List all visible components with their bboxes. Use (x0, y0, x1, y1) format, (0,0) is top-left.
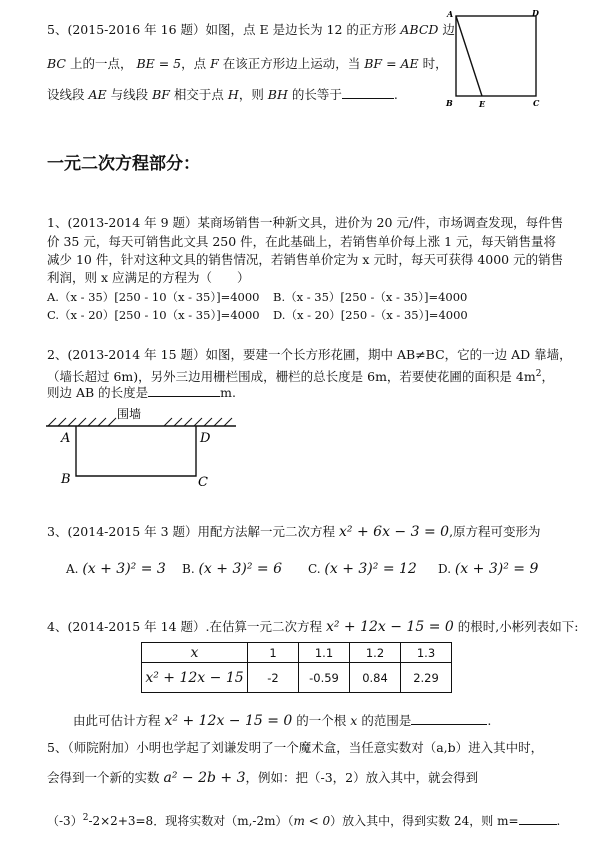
q1-option-d: D.（x - 20）[250 -（x - 35）]=4000 (273, 308, 468, 322)
q2-line1: 2、(2013-2014 年 15 题）如图，要建一个长方形花圃，期中 AB≠BC，它的一边 AD 靠墙， (47, 347, 572, 362)
q2-line3-end: m. (220, 385, 236, 400)
q3-line1 (47, 524, 541, 540)
q5b-condition: m < 0 (293, 814, 331, 828)
label-e: E (479, 99, 486, 109)
q5b-line2 (47, 770, 478, 786)
option-expression: (x + 3)² = 9 (454, 561, 539, 577)
q5-top-text3b: 与线段 (106, 87, 153, 102)
q1-line3: 减少 10 件，针对这种文具的销售情况，若销售单价定为 x 元时，每天可获得 4000 元的销售 (47, 252, 564, 267)
answer-blank[interactable] (342, 86, 394, 99)
q5b-superscript: 2 (82, 813, 89, 823)
table-cell: 1 (248, 643, 299, 663)
label-a: A (61, 431, 71, 446)
option-expression: (x + 3)² = 6 (198, 561, 282, 577)
q5b-expression: a² − 2b + 3 (163, 770, 246, 786)
q2-line2-end: ， (541, 369, 554, 385)
q5-top-line3 (47, 86, 398, 103)
q5-top-text2e: 时， (418, 56, 448, 71)
q4-line2-text: 由此可估计方程 (73, 713, 165, 728)
q5-top-text-end: 边 (438, 22, 455, 37)
table-cell: 1.1 (299, 643, 350, 663)
q5-top-abcd: ABCD (400, 22, 439, 37)
q4-line1 (47, 619, 578, 635)
table-header-row (142, 643, 452, 663)
q5-top-text2d: 在该正方形边上运动，当 (218, 56, 365, 71)
q4-line2-text-c: 的范围是 (357, 713, 412, 728)
label-d: D (200, 431, 211, 446)
label-b: B (446, 98, 453, 108)
q4-text: 4、(2014-2015 年 14 题）.在估算一元二次方程 (47, 619, 326, 634)
q5-top-bfae: BF = AE (364, 56, 419, 71)
table-cell: 1.3 (401, 643, 452, 663)
q4-line2-text-b: 的一个根 (292, 713, 351, 728)
q5-top-text3d: ，则 (238, 87, 268, 102)
q5b-line3-end: . (556, 814, 561, 828)
q5-top-bf: BF (152, 87, 170, 102)
q1-line2: 价 35 元，每天可销售此文具 250 件，在此基础上，若销售单价每上涨 1 元，每天销售量将 (47, 234, 557, 249)
fence-outline (76, 426, 196, 476)
q5-top-text3-end: . (393, 87, 398, 102)
q5-top-line1 (47, 22, 455, 38)
q5-top-text3e: 的长等于 (287, 87, 342, 102)
answer-blank[interactable] (519, 812, 557, 825)
q5-top-f: F (210, 56, 219, 71)
q5-top-bc: BC (47, 56, 66, 71)
q3-option-a (66, 561, 166, 577)
label-d: D (532, 8, 539, 18)
option-letter: D. (438, 562, 452, 576)
segment-ae (456, 16, 482, 96)
q4-x: x (350, 713, 358, 728)
q1-option-c: C.（x - 20）[250 - 10（x - 35）]=4000 (47, 308, 260, 322)
label-b: B (61, 472, 71, 487)
q5-top-line2 (47, 56, 448, 72)
q5b-text-b: ，例如：把（-3，2）放入其中，就会得到 (245, 770, 479, 785)
q5-top-text2b: 上的一点， (65, 56, 137, 71)
q5-top-h: H (227, 87, 239, 102)
q1-option-b: B.（x - 35）[250 -（x - 35）]=4000 (273, 290, 468, 304)
q3-equation: x² + 6x − 3 = 0 (339, 524, 450, 540)
label-c: C (533, 98, 540, 108)
table-cell: 2.29 (401, 663, 452, 693)
q1-option-a: A.（x - 35）[250 - 10（x - 35）]=4000 (47, 290, 260, 304)
table-cell: -2 (248, 663, 299, 693)
q5-top-bh: BH (267, 87, 288, 102)
q3-text: 3、(2014-2015 年 3 题）用配方法解一元二次方程 (47, 524, 340, 539)
q4-equation-2: x² + 12x − 15 = 0 (164, 713, 293, 729)
q4-text-end: 的根时,小彬列表如下: (453, 619, 579, 634)
q5-top-text3a: 设线段 (47, 87, 89, 102)
option-letter: A. (66, 562, 79, 576)
square-outline (456, 16, 536, 96)
q3-option-b (182, 561, 282, 577)
q4-line2 (73, 712, 491, 729)
estimate-table (141, 642, 452, 693)
q5-top-text3c: 相交于点 (169, 87, 228, 102)
q2-line2-text: （墙长超过 6m)，另外三边用栅栏围成，栅栏的总长度是 6m，若要使花圃的面积是 4m (47, 369, 536, 385)
table-cell: -0.59 (299, 663, 350, 693)
answer-blank[interactable] (411, 712, 487, 725)
q2-line2 (47, 366, 554, 385)
garden-figure (44, 404, 240, 490)
q5b-line1: 5、（师院附加）小明也学起了刘谦发明了一个魔术盒，当任意实数对（a,b）进入其中时， (47, 740, 544, 755)
q5b-line3-text-b: -2×2+3=8．现将实数对（m,-2m）（ (88, 814, 294, 828)
table-cell: 1.2 (350, 643, 401, 663)
q5b-line3-text: （-3） (47, 814, 83, 828)
q5-top-ae: AE (88, 87, 107, 102)
section-heading: 一元二次方程部分： (47, 154, 200, 174)
q5-top-text2c: ，点 (181, 56, 211, 71)
label-a: A (447, 9, 454, 19)
q5b-line3-text-c: ）放入其中，得到实数 24，则 m= (330, 814, 519, 828)
q2-line3 (47, 384, 236, 401)
option-expression: (x + 3)² = 3 (82, 561, 166, 577)
q1-line1: 1、(2013-2014 年 9 题）某商场销售一种新文具，进价为 20 元/件，市场调查发现，每件售 (47, 215, 564, 230)
label-c: C (198, 475, 208, 490)
option-expression: (x + 3)² = 12 (324, 561, 417, 577)
table-cell: 0.84 (350, 663, 401, 693)
q3-option-d (438, 561, 538, 577)
option-letter: C. (308, 562, 321, 576)
q4-equation: x² + 12x − 15 = 0 (325, 619, 454, 635)
q3-option-c (308, 561, 417, 577)
q5b-text: 会得到一个新的实数 (47, 770, 164, 785)
answer-blank[interactable] (148, 384, 220, 397)
q3-text-end: ,原方程可变形为 (449, 524, 541, 539)
option-letter: B. (182, 562, 195, 576)
q1-line4: 利润，则 x 应满足的方程为（ ） (47, 270, 250, 285)
q4-line2-end: . (487, 713, 492, 728)
q5-top-be: BE = 5 (136, 56, 182, 71)
square-figure (444, 8, 544, 112)
wall-label: 围墙 (117, 407, 142, 421)
q5b-line3 (47, 810, 560, 829)
table-cell: x (142, 643, 248, 663)
table-cell: x² + 12x − 15 (142, 663, 248, 693)
table-row (142, 663, 452, 693)
q2-line3-text: 则边 AB 的长度是 (47, 385, 149, 400)
q2-superscript: 2 (535, 369, 542, 379)
q5-top-text: 5、(2015-2016 年 16 题）如图，点 E 是边长为 12 的正方形 (47, 22, 401, 37)
